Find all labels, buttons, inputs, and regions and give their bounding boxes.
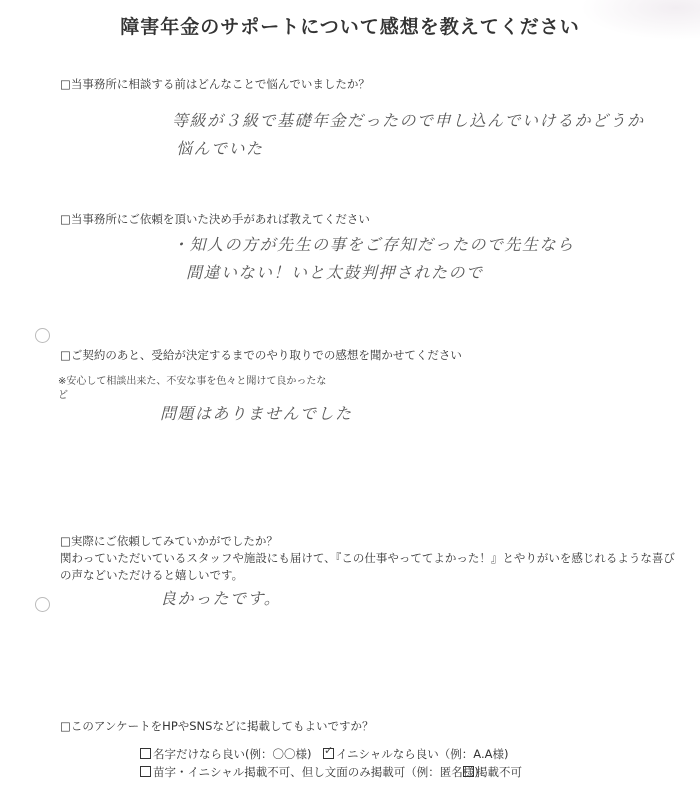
answer-1-line-2: 悩んでいた	[176, 139, 264, 158]
publish-question: □このアンケートをHPやSNSなどに掲載してもよいですか？	[60, 719, 374, 733]
question-3-note-line-2: ど	[58, 390, 68, 401]
publish-option-initials[interactable]	[323, 746, 508, 762]
publish-option-label: 苗字・イニシャル掲載不可、但し文面のみ掲載可（例：匿名様)	[153, 765, 479, 779]
checkbox[interactable]	[140, 748, 151, 759]
question-3: □ご契約のあと、受給が決定するまでのやり取りでの感想を聞かせてください	[60, 348, 462, 362]
checkbox-checked[interactable]	[323, 748, 334, 759]
publish-option-none[interactable]	[463, 764, 522, 780]
question-3-note-line-1: ※安心して相談出来た、不安な事を色々と聞けて良かったな	[58, 376, 327, 387]
answer-1-line-1: 等級が３級で基礎年金だったので申し込んでいけるかどうか	[172, 111, 645, 130]
question-4-line-3: の声などいただけると嬉しいです。	[60, 568, 244, 582]
checkbox[interactable]	[140, 766, 151, 777]
answer-2-line-2: 間違いない！いと太鼓判押されたので	[186, 263, 484, 282]
question-4-line-2: 関わっていただいているスタッフや施設にも届けて、『この仕事やっててよかった！』とやりがいを感じれるような喜び	[60, 551, 675, 565]
question-2: □当事務所にご依頼を頂いた決め手があれば教えてください	[60, 212, 370, 226]
publish-option-surname[interactable]	[140, 746, 311, 762]
question-4-line-1: □実際にご依頼してみていかがでしたか？	[60, 534, 278, 548]
publish-option-label: 掲載不可	[476, 765, 522, 779]
publish-option-text-only[interactable]	[140, 764, 479, 780]
punch-hole	[35, 597, 50, 612]
page-title: 障害年金のサポートについて感想を教えてください	[120, 16, 580, 38]
checkbox[interactable]	[463, 766, 474, 777]
answer-3-line-1: 問題はありませんでした	[160, 404, 353, 423]
punch-hole	[35, 328, 50, 343]
publish-option-label: イニシャルなら良い（例：A.A様)	[336, 747, 509, 761]
answer-2-line-1: ・知人の方が先生の事をご存知だったので先生なら	[172, 235, 575, 254]
publish-option-label: 名字だけなら良い(例：〇〇様)	[153, 747, 312, 761]
question-1: □当事務所に相談する前はどんなことで悩んでいましたか？	[60, 77, 370, 91]
answer-4-line-1: 良かったです。	[160, 589, 282, 608]
